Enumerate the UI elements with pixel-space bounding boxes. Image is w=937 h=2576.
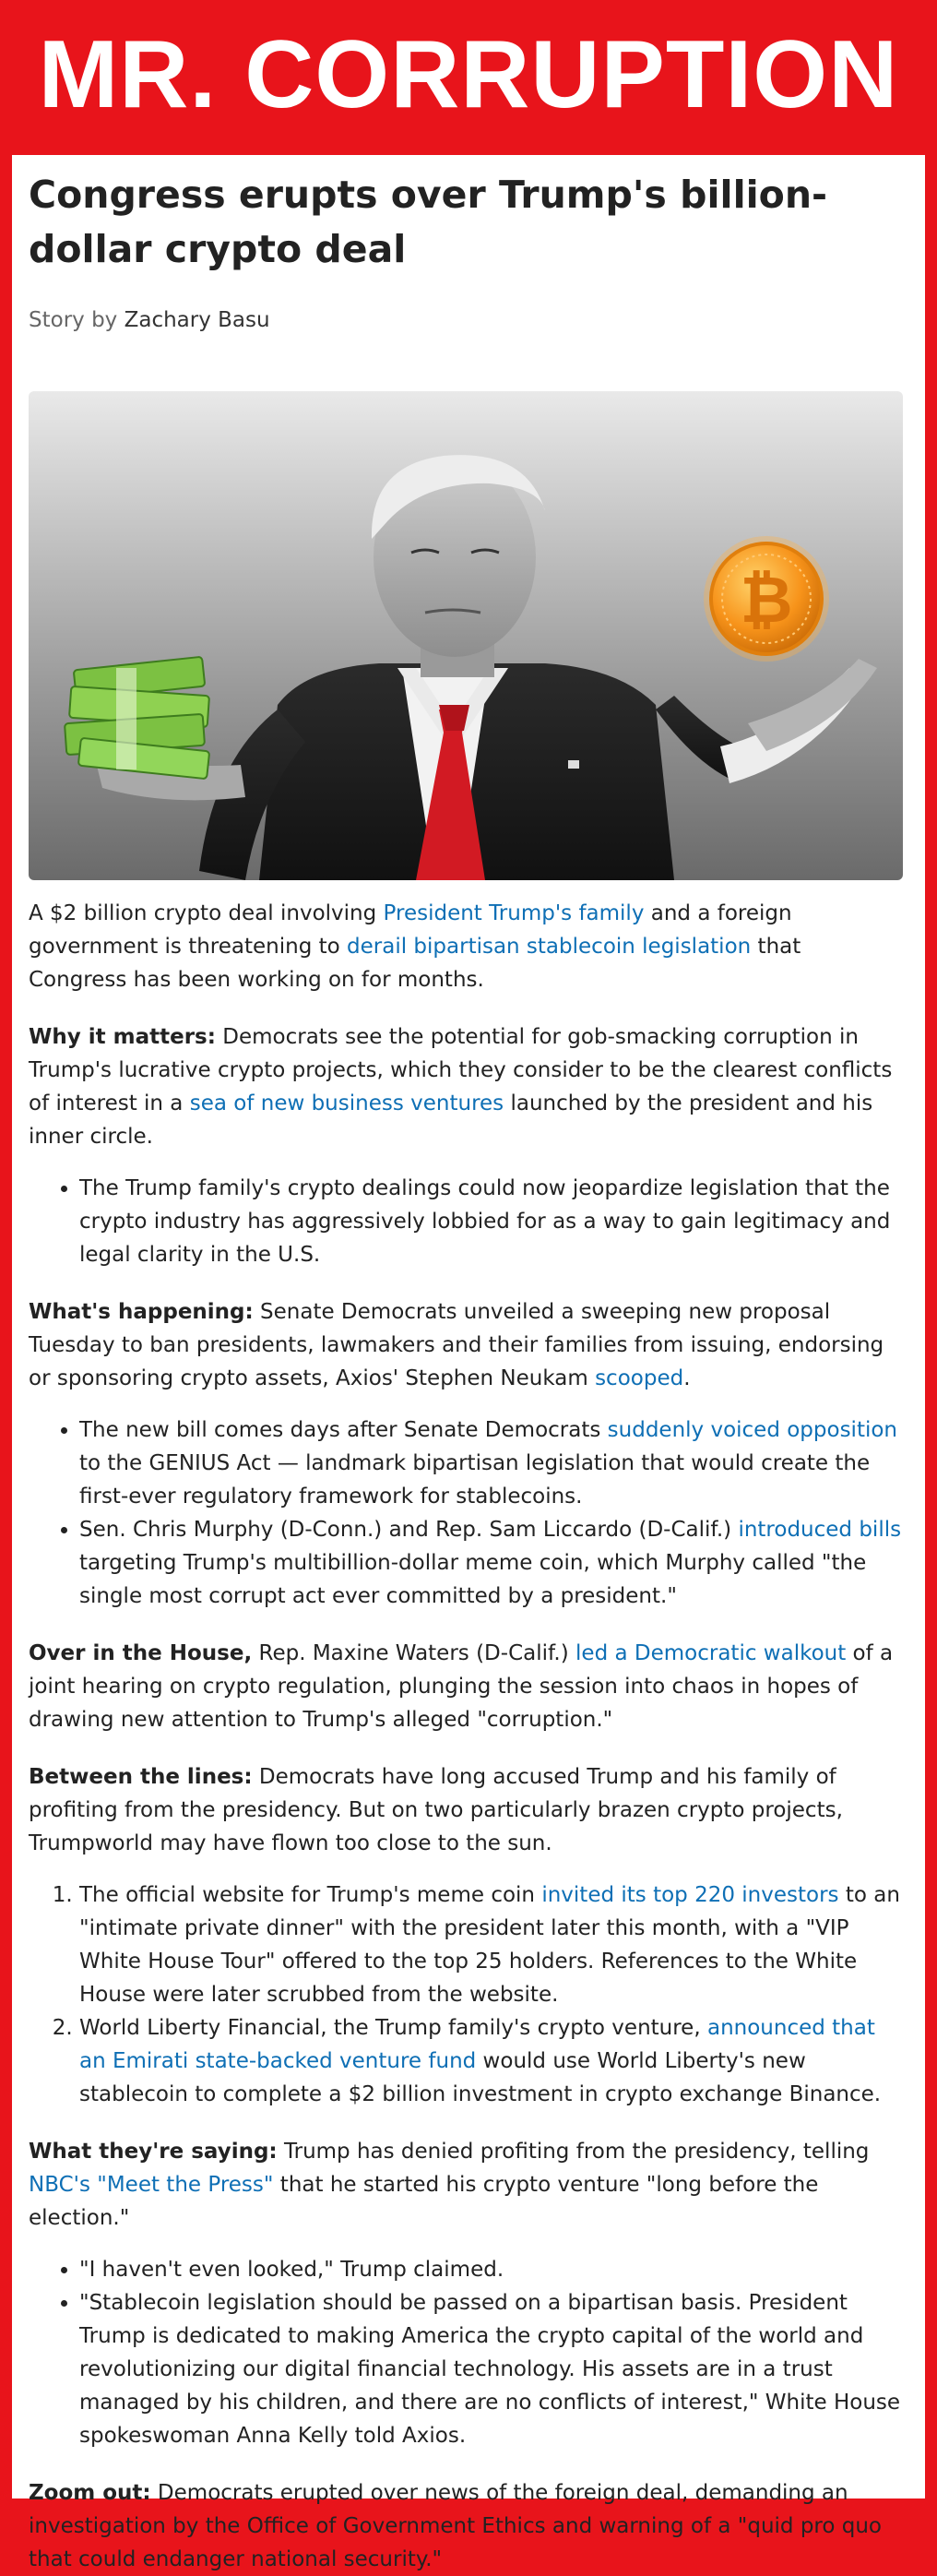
list-item xyxy=(79,2253,905,2286)
text-run: would use World Liberty's new stablecoin to complete a $2 billion investment in crypto exchange Binance. xyxy=(79,2049,882,2106)
text-run: "I haven't even looked," Trump claimed. xyxy=(79,2258,504,2282)
text-run: Democrats have long accused Trump and his family of profiting from the presidency. But on two particularly brazen crypto projects, Trumpworld may have flown too close to the sun. xyxy=(29,1765,843,1855)
inline-link[interactable]: introduced bills xyxy=(738,1518,902,1542)
text-run: World Liberty Financial, the Trump family's crypto venture, xyxy=(79,2016,707,2040)
list-item xyxy=(79,1172,905,1271)
bitcoin-coin-icon xyxy=(704,536,829,662)
hero-illustration xyxy=(29,391,903,880)
paragraph-between-the-lines xyxy=(29,1760,905,1860)
text-run: The official website for Trump's meme coin xyxy=(79,1883,542,1907)
list-why xyxy=(29,1172,905,1271)
text-run: The new bill comes days after Senate Democrats xyxy=(79,1418,608,1442)
inline-link[interactable]: invited its top 220 investors xyxy=(541,1883,839,1907)
list-saying xyxy=(29,2253,905,2452)
inline-link[interactable]: led a Democratic walkout xyxy=(575,1641,847,1665)
banner xyxy=(0,0,937,157)
inline-link[interactable]: suddenly voiced opposition xyxy=(607,1418,898,1442)
section-label: Over in the House, xyxy=(29,1641,253,1665)
section-label: What they're saying: xyxy=(29,2140,278,2164)
text-run: that Congress has been working on for months. xyxy=(29,935,801,992)
inline-link[interactable]: scooped xyxy=(595,1366,684,1390)
list-between xyxy=(29,1878,905,2111)
text-run: of a joint hearing on crypto regulation, plunging the session into chaos in hopes of drawing new attention to Trump's alleged "corruption." xyxy=(29,1641,894,1732)
section-label: Zoom out: xyxy=(29,2481,151,2505)
paragraph-whats-happening xyxy=(29,1295,905,1395)
text-run: Rep. Maxine Waters (D-Calif.) xyxy=(252,1641,576,1665)
text-run: targeting Trump's multibillion-dollar meme coin, which Murphy called "the single most corrupt act ever committed by a president." xyxy=(79,1551,867,1608)
text-run: that he started his crypto venture "long before the election." xyxy=(29,2173,819,2230)
inline-link[interactable]: announced that an Emirati state-backed venture fund xyxy=(79,2016,875,2073)
paragraph-what-theyre-saying xyxy=(29,2135,905,2235)
banner-inner xyxy=(12,0,925,161)
inline-link[interactable]: sea of new business ventures xyxy=(189,1091,504,1115)
list-item xyxy=(79,1413,905,1513)
text-run: launched by the president and his inner circle. xyxy=(29,1091,873,1149)
banner-title: MR. CORRUPTION xyxy=(38,21,899,128)
text-run: to an "intimate private dinner" with the president later this month, with a "VIP White House Tour" offered to the top 25 holders. References to the White House were later scrubbed from the website. xyxy=(79,1883,900,2007)
list-item xyxy=(79,2286,905,2452)
text-run: Democrats erupted over news of the foreign deal, demanding an investigation by the Office of Government Ethics and warning of a "quid pro quo that could endanger national security." xyxy=(29,2481,883,2571)
text-run: A $2 billion crypto deal involving xyxy=(29,901,384,925)
inline-link[interactable]: NBC's "Meet the Press" xyxy=(29,2173,274,2197)
text-run: and a foreign government is threatening to xyxy=(29,901,792,959)
list-happening xyxy=(29,1413,905,1613)
text-run: The Trump family's crypto dealings could now jeopardize legislation that the crypto industry has aggressively lobbied for as a way to gain legitimacy and legal clarity in the U.S. xyxy=(79,1176,891,1267)
byline xyxy=(29,308,905,332)
inline-link[interactable]: derail bipartisan stablecoin legislation xyxy=(347,935,752,959)
section-label: Why it matters: xyxy=(29,1025,216,1049)
text-run: Trump has denied profiting from the presidency, telling xyxy=(277,2140,870,2164)
inline-link[interactable]: President Trump's family xyxy=(383,901,645,925)
list-item xyxy=(79,1513,905,1613)
headline: Congress erupts over Trump's billion-dollar crypto deal xyxy=(29,173,828,271)
paragraph-intro xyxy=(29,897,905,996)
section-label: Between the lines: xyxy=(29,1765,253,1789)
author-link[interactable]: Zachary Basu xyxy=(124,308,270,332)
text-run: "Stablecoin legislation should be passed on a bipartisan basis. President Trump is dedicated to making America the crypto capital of the world and revolutionizing our digital financial technology. His assets are in a trust managed by his children, and there are no conflicts of interest," White House spokeswoman Anna Kelly told Axios. xyxy=(79,2291,901,2448)
paragraph-zoom-out xyxy=(29,2476,905,2576)
paragraph-why-it-matters xyxy=(29,1020,905,1153)
flag-pin xyxy=(568,760,579,769)
text-run: . xyxy=(683,1366,691,1390)
text-run: Democrats see the potential for gob-smacking corruption in Trump's lucrative crypto projects, which they consider to be the clearest conflicts of interest in a xyxy=(29,1025,893,1115)
byline-prefix: Story by xyxy=(29,308,118,332)
text-run: to the GENIUS Act — landmark bipartisan legislation that would create the first-ever regulatory framework for stablecoins. xyxy=(79,1451,871,1509)
section-label: What's happening: xyxy=(29,1300,254,1324)
text-run: Sen. Chris Murphy (D-Conn.) and Rep. Sam Liccardo (D-Calif.) xyxy=(79,1518,739,1542)
text-run: Senate Democrats unveiled a sweeping new proposal Tuesday to ban presidents, lawmakers and their families from issuing, endorsing or sponsoring crypto assets, Axios' Stephen Neukam xyxy=(29,1300,884,1390)
paragraph-over-in-the-house xyxy=(29,1637,905,1736)
hero-image xyxy=(29,391,903,880)
article xyxy=(29,157,905,2576)
bitcoin-symbol: ₿ xyxy=(740,562,793,638)
cash-stack-icon xyxy=(65,657,209,779)
list-item xyxy=(79,2011,905,2111)
list-item xyxy=(79,1878,905,2011)
